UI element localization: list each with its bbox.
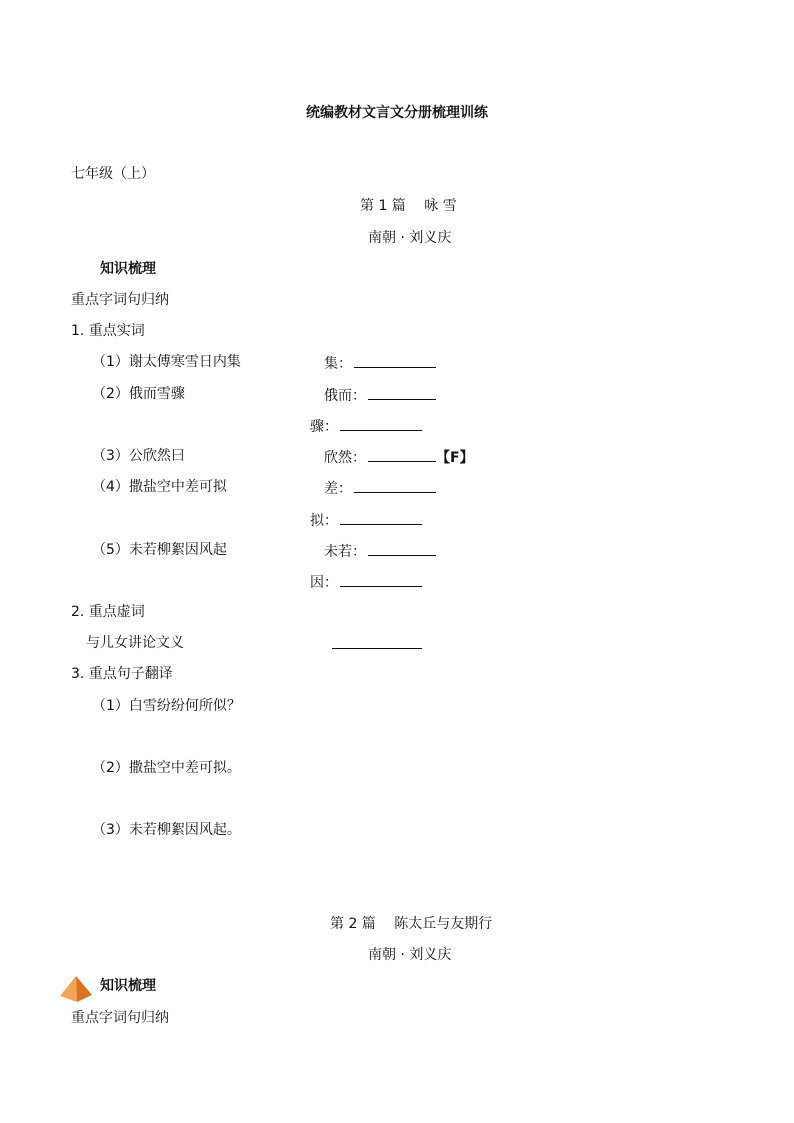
- part2-item: 与儿女讲论文义: [86, 635, 184, 651]
- vocab-answer-5: [324, 541, 436, 561]
- vocab-item-4: （4）撒盐空中差可拟: [92, 479, 227, 495]
- answer-blank: [354, 478, 436, 493]
- translation-sentence-3: （3）未若柳絮因风起。: [92, 822, 241, 838]
- part1-title: 1. 重点实词: [71, 323, 145, 339]
- vocab-item-5: （5）未若柳絮因风起: [92, 542, 227, 558]
- lesson1-heading: 第 1 篇 咏 雪: [360, 198, 457, 214]
- vocab-answer-5b: [310, 572, 422, 592]
- vocab-keyword: 俄而：: [324, 388, 366, 404]
- lesson2-author: 南朝 · 刘义庆: [368, 947, 452, 963]
- document-title: 统编教材文言文分册梳理训练: [306, 105, 488, 121]
- lesson2-heading: 第 2 篇 陈太丘与友期行: [330, 916, 493, 932]
- pyramid-icon: [59, 975, 93, 1003]
- vocab-answer-4b: [310, 510, 422, 530]
- lesson1-subsection: 重点字词句归纳: [71, 292, 169, 308]
- lesson2-subsection: 重点字词句归纳: [71, 1010, 169, 1026]
- lesson1-section-title: 知识梳理: [100, 261, 156, 277]
- vocab-item-1: （1）谢太傅寒雪日内集: [92, 354, 241, 370]
- grade-label: 七年级（上）: [71, 166, 155, 182]
- vocab-keyword: 拟：: [310, 513, 338, 529]
- answer-blank: [340, 572, 422, 587]
- vocab-answer-3: [324, 447, 474, 467]
- translation-sentence-2: （2）撒盐空中差可拟。: [92, 760, 241, 776]
- vocab-answer-1: [324, 353, 436, 373]
- vocab-item-2: （2）俄而雪骤: [92, 386, 185, 402]
- part2-title: 2. 重点虚词: [71, 604, 145, 620]
- translation-sentence-1: （1）白雪纷纷何所似？: [92, 698, 241, 714]
- vocab-keyword: 集：: [324, 356, 352, 372]
- answer-blank: [354, 353, 436, 368]
- answer-blank: [332, 634, 422, 649]
- tag-label: 【F】: [436, 450, 474, 466]
- vocab-answer-4: [324, 478, 436, 498]
- vocab-item-3: （3）公欣然曰: [92, 448, 185, 464]
- vocab-answer-2: [324, 385, 436, 405]
- answer-blank: [368, 447, 436, 462]
- part3-title: 3. 重点句子翻译: [71, 666, 173, 682]
- vocab-keyword: 骤：: [310, 419, 338, 435]
- answer-blank: [368, 385, 436, 400]
- lesson2-section-title: 知识梳理: [100, 978, 156, 994]
- vocab-keyword: 未若：: [324, 544, 366, 560]
- lesson1-author: 南朝 · 刘义庆: [368, 230, 452, 246]
- vocab-keyword: 欣然：: [324, 450, 366, 466]
- answer-blank: [340, 416, 422, 431]
- answer-blank: [368, 541, 436, 556]
- vocab-keyword: 差：: [324, 481, 352, 497]
- answer-blank: [340, 510, 422, 525]
- vocab-answer-2b: [310, 416, 422, 436]
- vocab-keyword: 因：: [310, 575, 338, 591]
